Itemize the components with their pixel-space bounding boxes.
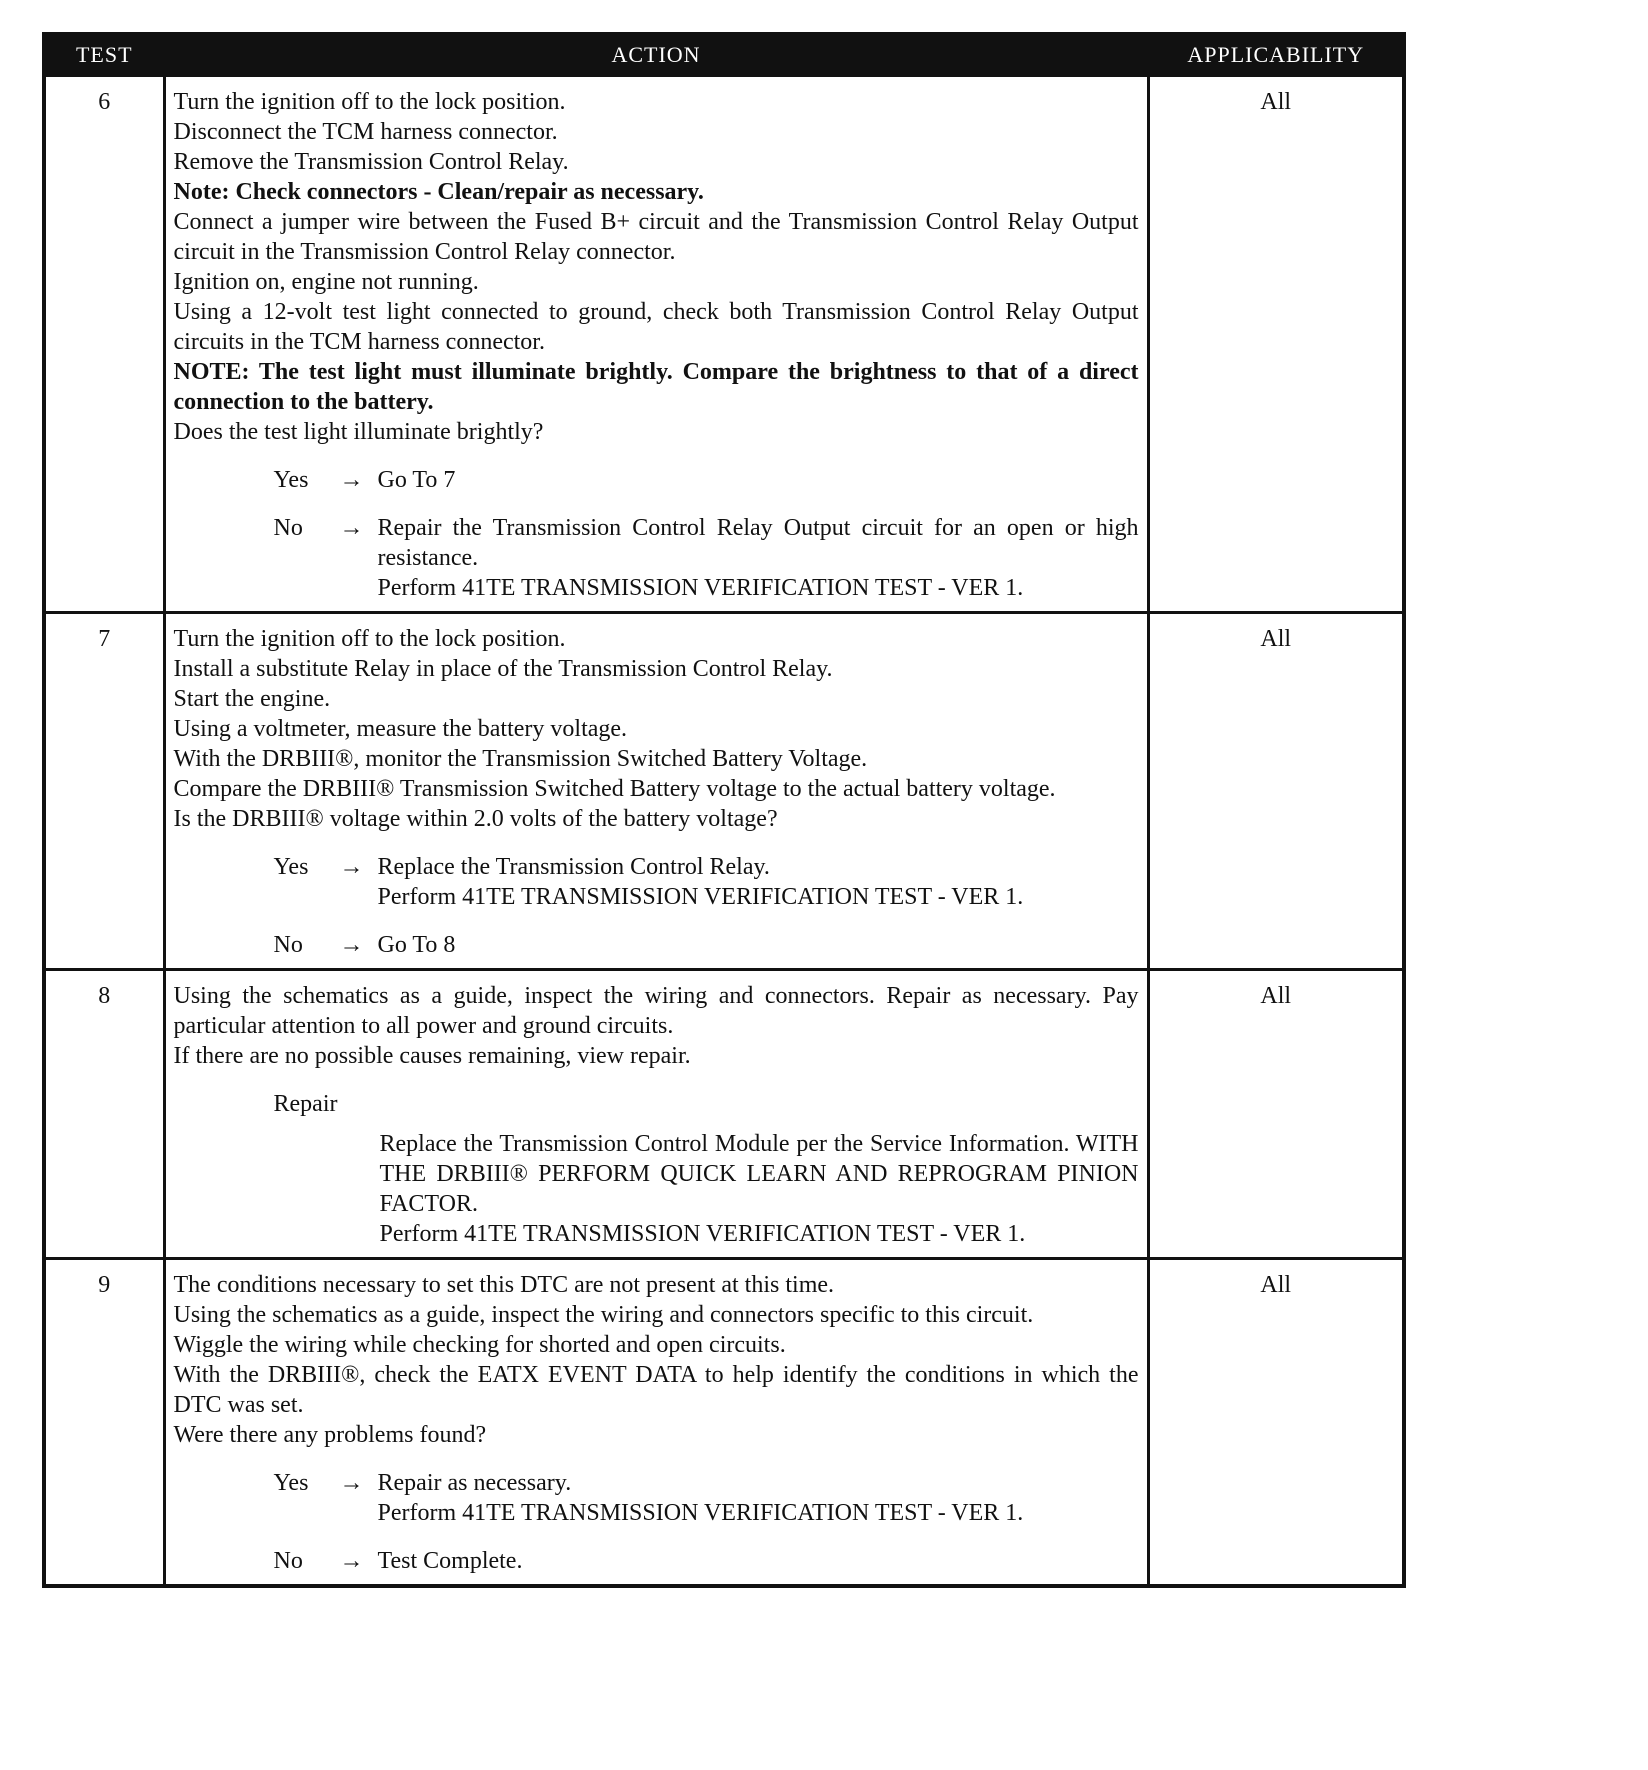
table-row-test-6 (44, 76, 1404, 613)
question-line: Is the DRBIII® voltage within 2.0 volts of the battery voltage? (173, 806, 778, 832)
yes-text-line: Perform 41TE TRANSMISSION VERIFICATION TEST - VER 1. (377, 1500, 1024, 1526)
table-row-test-9 (44, 1259, 1404, 1587)
action-line: Turn the ignition off to the lock position. (173, 89, 566, 115)
diagnostic-page (42, 32, 1402, 1588)
action-cell (164, 970, 1148, 1259)
test-number: 7 (44, 613, 164, 970)
no-text-line: Perform 41TE TRANSMISSION VERIFICATION TEST - VER 1. (377, 575, 1024, 601)
applicability-cell: All (1148, 76, 1404, 613)
action-cell (164, 1259, 1148, 1587)
action-line: Disconnect the TCM harness connector. (173, 119, 558, 145)
table-header-row (44, 34, 1404, 76)
action-line: The conditions necessary to set this DTC are not present at this time. (173, 1272, 835, 1298)
test-number: 8 (44, 970, 164, 1259)
action-line: Connect a jumper wire between the Fused B+ circuit and the Transmission Control Relay Output circuit in the Transmission Control Relay connector. (173, 209, 1139, 265)
yes-text (378, 852, 1139, 912)
header-applicability: APPLICABILITY (1148, 34, 1404, 76)
no-label: No (273, 932, 303, 958)
no-response (274, 513, 1139, 603)
no-text-line: Repair the Transmission Control Relay Output circuit for an open or high resistance. (377, 515, 1139, 571)
applicability-cell: All (1148, 613, 1404, 970)
test-number: 9 (44, 1259, 164, 1587)
header-action: ACTION (164, 34, 1148, 76)
yes-label: Yes (273, 854, 309, 880)
action-line: Wiggle the wiring while checking for shorted and open circuits. (173, 1332, 786, 1358)
applicability-cell: All (1148, 1259, 1404, 1587)
yes-text-line: Perform 41TE TRANSMISSION VERIFICATION TEST - VER 1. (377, 884, 1024, 910)
yes-text-line: Repair as necessary. (377, 1470, 572, 1496)
action-line: Using a 12-volt test light connected to ground, check both Transmission Control Relay Output circuits in the TCM harness connector. (173, 299, 1139, 355)
yes-text: Go To 7 (377, 467, 456, 493)
yes-response (274, 465, 1139, 495)
action-line: Using the schematics as a guide, inspect the wiring and connectors specific to this circuit. (173, 1302, 1034, 1328)
action-line: With the DRBIII®, check the EATX EVENT DATA to help identify the conditions in which the DTC was set. (173, 1362, 1139, 1418)
repair-label: Repair (273, 1091, 338, 1117)
arrow-icon: → (339, 1548, 364, 1574)
action-line: Using a voltmeter, measure the battery voltage. (173, 716, 628, 742)
header-test: TEST (44, 34, 164, 76)
action-line: Start the engine. (173, 686, 331, 712)
repair-text (380, 1129, 1139, 1249)
no-text: Test Complete. (377, 1548, 523, 1574)
test-number: 6 (44, 76, 164, 613)
note-line: NOTE: The test light must illuminate brightly. Compare the brightness to that of a direct connection to the battery. (173, 359, 1139, 415)
question-line: Were there any problems found? (173, 1422, 487, 1448)
repair-response (274, 1089, 1139, 1249)
arrow-icon: → (339, 467, 364, 493)
yes-text-line: Replace the Transmission Control Relay. (377, 854, 770, 880)
diagnostic-table (42, 32, 1406, 1588)
action-line: Using the schematics as a guide, inspect the wiring and connectors. Repair as necessary. Pay particular attention to all power and ground circuits. (173, 983, 1139, 1039)
action-line: Remove the Transmission Control Relay. (173, 149, 569, 175)
repair-text-line: Perform 41TE TRANSMISSION VERIFICATION TEST - VER 1. (379, 1221, 1026, 1247)
arrow-icon: → (339, 1470, 364, 1496)
question-line: Does the test light illuminate brightly? (173, 419, 544, 445)
action-line: Install a substitute Relay in place of the Transmission Control Relay. (173, 656, 833, 682)
action-cell (164, 613, 1148, 970)
arrow-icon: → (339, 515, 364, 541)
note-line: Note: Check connectors - Clean/repair as necessary. (173, 179, 704, 205)
no-label: No (273, 1548, 303, 1574)
arrow-icon: → (339, 854, 364, 880)
applicability-cell: All (1148, 970, 1404, 1259)
arrow-icon: → (339, 932, 364, 958)
yes-label: Yes (273, 467, 309, 493)
yes-text (378, 1468, 1139, 1528)
no-label: No (273, 515, 303, 541)
yes-response (274, 1468, 1139, 1528)
action-line: Turn the ignition off to the lock position. (173, 626, 566, 652)
no-response (274, 930, 1139, 960)
repair-text-line: Replace the Transmission Control Module per the Service Information. WITH THE DRBIII® PERFORM QUICK LEARN AND REPROGRAM PINION FACTOR. (379, 1131, 1139, 1217)
action-cell (164, 76, 1148, 613)
action-line: With the DRBIII®, monitor the Transmission Switched Battery Voltage. (173, 746, 868, 772)
table-row-test-8 (44, 970, 1404, 1259)
action-line: Compare the DRBIII® Transmission Switched Battery voltage to the actual battery voltage. (173, 776, 1056, 802)
action-line: Ignition on, engine not running. (173, 269, 479, 295)
yes-response (274, 852, 1139, 912)
no-text (378, 513, 1139, 603)
table-row-test-7 (44, 613, 1404, 970)
no-text: Go To 8 (377, 932, 456, 958)
no-response (274, 1546, 1139, 1576)
yes-label: Yes (273, 1470, 309, 1496)
action-line: If there are no possible causes remaining, view repair. (173, 1043, 691, 1069)
